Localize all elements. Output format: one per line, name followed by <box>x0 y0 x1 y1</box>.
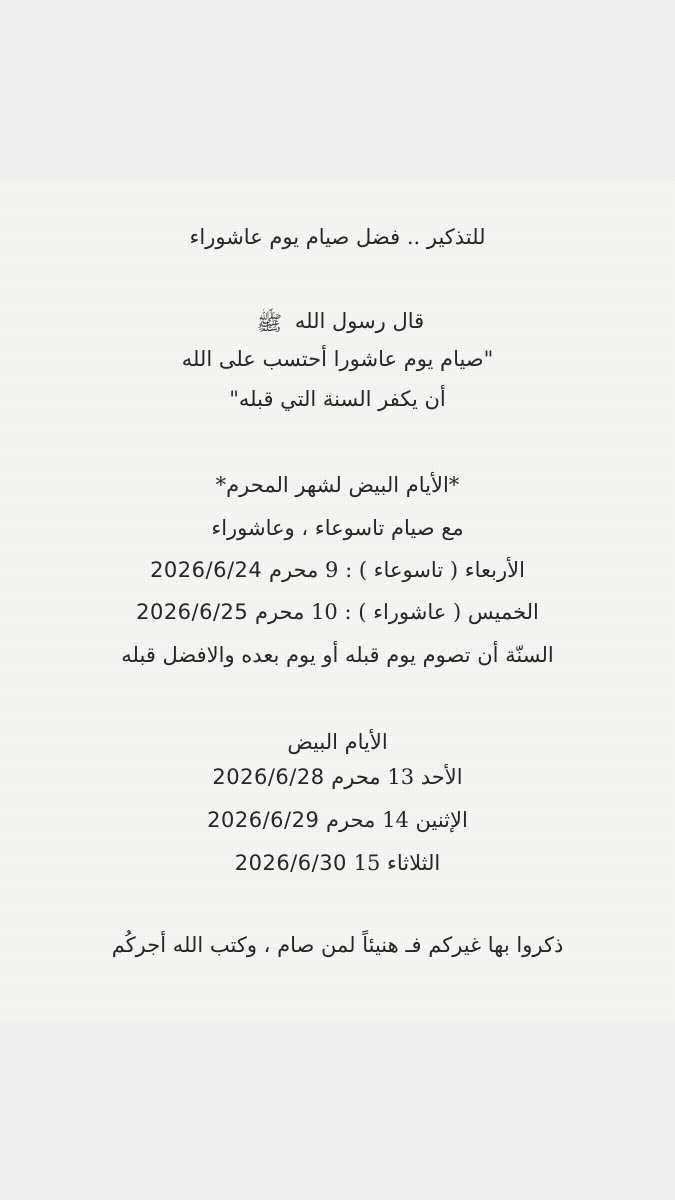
hadith-intro-text: قال رسول الله <box>294 309 425 333</box>
tasua-date: 2026/6/24 <box>150 558 263 582</box>
tasua-label: الأربعاء ( تاسوعاء ) : 9 محرم <box>268 558 525 582</box>
white-days-month-heading: *الأيام البيض لشهر المحرم* <box>215 473 460 497</box>
white-day-label: الثلاثاء 15 <box>353 851 441 875</box>
ashura-row <box>0 597 675 627</box>
hadith-intro <box>0 306 675 338</box>
white-day-row <box>0 848 675 878</box>
sunnah-note: السنّة أن تصوم يوم قبله أو يوم بعده والافضل قبله <box>121 643 554 667</box>
white-days-heading: الأيام البيض <box>287 730 388 754</box>
white-day-label: الأحد 13 محرم <box>331 765 463 789</box>
prophet-seal-icon: ﷺ <box>256 310 283 335</box>
hadith-line-2: أن يكفر السنة التي قبله" <box>229 387 446 411</box>
ashura-date: 2026/6/25 <box>136 600 249 624</box>
page-title: للتذكير .. فضل صيام يوم عاشوراء <box>189 225 486 249</box>
white-day-date: 2026/6/28 <box>212 765 325 789</box>
white-day-date: 2026/6/30 <box>234 851 347 875</box>
tasua-ashura-note: مع صيام تاسوعاء ، وعاشوراء <box>211 516 464 540</box>
white-day-label: الإثنين 14 محرم <box>326 808 468 832</box>
tasua-row <box>0 555 675 585</box>
closing-line: ذكروا بها غيركم فـ هنيئاً لمن صام ، وكتب الله أجركُم <box>111 933 564 957</box>
white-day-row <box>0 762 675 792</box>
ashura-label: الخميس ( عاشوراء ) : 10 محرم <box>254 600 539 624</box>
white-day-date: 2026/6/29 <box>207 808 320 832</box>
hadith-line-1: "صيام يوم عاشورا أحتسب على الله <box>181 347 494 371</box>
white-day-row <box>0 805 675 835</box>
